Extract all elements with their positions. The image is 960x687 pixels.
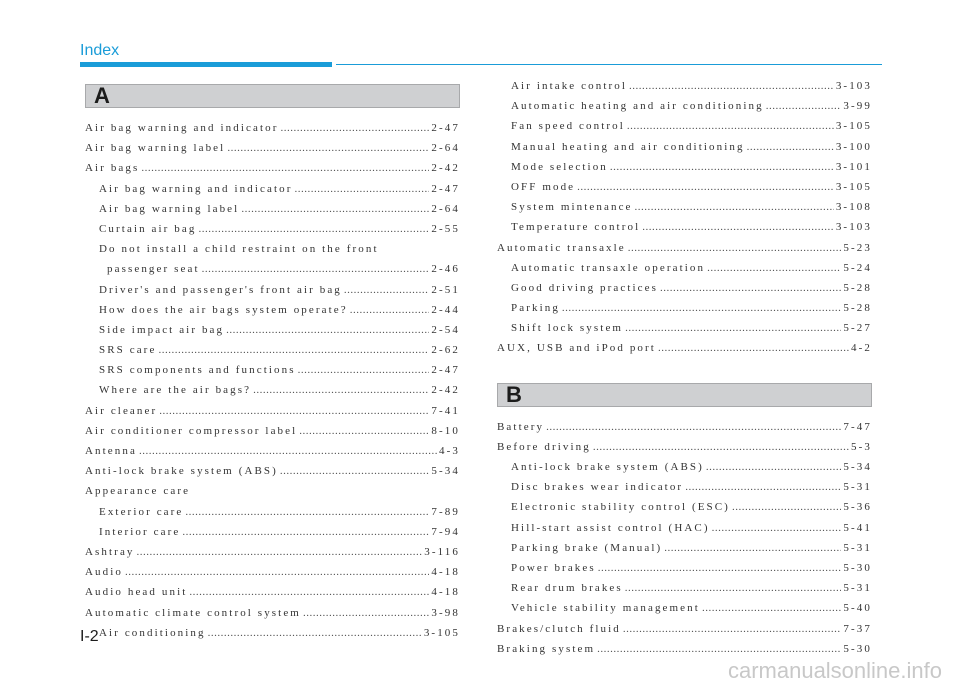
index-entry-page: 8-10 [431, 424, 460, 437]
index-entry-page: 7-47 [843, 420, 872, 433]
dot-leader [158, 344, 429, 356]
dot-leader [125, 566, 429, 578]
index-entry-text: Air cleaner [85, 404, 158, 417]
dot-leader [635, 201, 834, 213]
index-entry [85, 586, 460, 606]
dot-leader [189, 586, 429, 598]
dot-leader [623, 623, 842, 635]
index-entry [85, 284, 460, 304]
index-entry-page: 2-42 [431, 162, 460, 175]
dot-leader [208, 627, 422, 639]
index-entry [497, 582, 872, 602]
index-entry-page: 3-98 [431, 606, 460, 619]
index-entry-page: 2-46 [431, 263, 460, 276]
index-entry-text: Anti-lock brake system (ABS) [85, 465, 278, 478]
index-entry-page: 5-28 [843, 302, 872, 315]
index-entry [497, 100, 872, 120]
index-entry-page: 4-3 [439, 445, 460, 457]
dot-leader [598, 562, 842, 574]
dot-leader [202, 263, 430, 275]
index-entry-text: System mintenance [511, 201, 633, 214]
index-entry-page: 5-30 [843, 642, 872, 655]
index-entry [85, 122, 460, 142]
index-entry [497, 181, 872, 201]
index-entry [497, 161, 872, 181]
index-entry-page: 3-103 [835, 221, 872, 234]
index-entry-text: SRS care [99, 344, 157, 357]
index-entry [85, 324, 460, 344]
index-entry-text: Air bags [85, 162, 140, 175]
index-entry-text: Braking system [497, 642, 596, 655]
dot-leader [303, 607, 429, 619]
index-entry-page: 2-51 [431, 283, 460, 296]
index-entry [85, 546, 460, 566]
index-list-a [85, 122, 460, 647]
index-entry-text: Hill-start assist control (HAC) [511, 521, 710, 534]
index-entry-text: Automatic transaxle operation [511, 261, 706, 274]
dot-leader [137, 546, 423, 558]
index-entry [85, 364, 460, 384]
index-entry-page: 4-18 [431, 566, 460, 579]
index-entry-page: 3-101 [835, 160, 872, 173]
index-entry [497, 141, 872, 161]
dot-leader [280, 122, 429, 134]
index-entry [85, 425, 460, 445]
index-entry-page: 2-64 [431, 202, 460, 215]
dot-leader [658, 342, 849, 354]
dot-leader [298, 364, 430, 376]
dot-leader [642, 221, 834, 233]
index-entry-page: 5-40 [843, 602, 872, 615]
index-entry-text: Driver's and passenger's front air bag [99, 283, 342, 296]
index-entry-page: 4-18 [431, 586, 460, 599]
index-entry [85, 607, 460, 627]
index-entry-text: Parking [511, 302, 560, 315]
index-entry [497, 441, 872, 461]
index-entry-page: 5-31 [843, 582, 872, 595]
index-entry-text: How does the air bags system operate? [99, 303, 348, 316]
dot-leader [660, 282, 841, 294]
index-entry-page: 3-105 [835, 180, 872, 193]
index-entry-text: Air bag warning and indicator [99, 182, 293, 195]
index-entry-page: 5-23 [843, 241, 872, 254]
dot-leader [198, 223, 429, 235]
index-entry [85, 203, 460, 223]
index-entry-text: Battery [497, 420, 545, 433]
dot-leader [344, 284, 430, 296]
index-entry-text: Automatic climate control system [85, 606, 301, 619]
section-letter: B [506, 381, 522, 407]
index-entry-text: Anti-lock brake system (ABS) [511, 461, 704, 473]
index-entry-page: 7-37 [843, 622, 872, 635]
index-entry-page: 5-30 [843, 561, 872, 574]
index-entry-page: 2-47 [431, 182, 460, 195]
index-entry-text: Appearance care [85, 485, 191, 498]
index-entry-text: Side impact air bag [99, 323, 225, 336]
index-entry [497, 120, 872, 140]
dot-leader [593, 441, 849, 453]
index-list-a-cont [497, 80, 872, 363]
index-entry [497, 481, 872, 501]
watermark: carmanualsonline.info [727, 658, 942, 683]
dot-leader [625, 582, 842, 594]
index-entry-page: 7-41 [431, 404, 460, 417]
index-entry-page: 5-34 [431, 465, 460, 478]
page-header-title: Index [80, 42, 120, 59]
index-entry-text: Air intake control [511, 80, 627, 92]
index-entry [497, 522, 872, 542]
dot-leader [685, 481, 841, 493]
index-entry-page: 3-105 [835, 120, 872, 133]
index-entry-text: Air bag warning and indicator [85, 122, 279, 134]
index-entry-text: passenger seat [107, 263, 200, 276]
dot-leader [546, 421, 841, 433]
index-entry-page: 5-3 [851, 440, 872, 453]
dot-leader [182, 526, 429, 538]
dot-leader [610, 161, 834, 173]
index-entry [497, 201, 872, 221]
index-entry-text: Air conditioner compressor label [85, 424, 298, 437]
dot-leader [629, 80, 834, 92]
index-entry [497, 80, 872, 100]
index-entry-page: 5-41 [843, 521, 872, 534]
section-letter-b [497, 383, 872, 407]
index-entry-page: 5-31 [843, 481, 872, 494]
dot-leader [280, 465, 430, 477]
index-entry [85, 627, 460, 647]
index-entry-page: 4-2 [851, 342, 872, 355]
index-entry-text: Vehicle stability management [511, 602, 700, 615]
index-entry [497, 302, 872, 322]
index-entry-text: Electronic stability control (ESC) [511, 501, 730, 514]
dot-leader [159, 405, 429, 417]
index-entry-text: Parking brake (Manual) [511, 541, 663, 554]
dot-leader [702, 602, 841, 614]
index-entry [85, 263, 460, 283]
index-entry-page: 5-28 [843, 281, 872, 294]
index-entry-text: Interior care [99, 525, 181, 538]
index-entry-text: Automatic transaxle [497, 241, 626, 254]
index-entry [497, 623, 872, 643]
index-entry-text: Exterior care [99, 505, 184, 518]
dot-leader [350, 304, 430, 316]
index-entry [85, 465, 460, 485]
header-accent-bar [80, 62, 332, 67]
index-entry-page: 2-62 [431, 344, 460, 357]
dot-leader [732, 501, 841, 513]
index-entry-text: Brakes/clutch fluid [497, 622, 621, 635]
index-entry-text: Disc brakes wear indicator [511, 481, 684, 494]
index-entry [85, 304, 460, 324]
dot-leader [747, 141, 834, 153]
index-entry-text: OFF mode [511, 180, 576, 193]
index-entry-text: Ashtray [85, 545, 135, 558]
index-entry [497, 262, 872, 282]
dot-leader [139, 445, 437, 457]
index-entry-page: 3-105 [423, 626, 460, 639]
index-entry [85, 183, 460, 203]
right-column [497, 0, 872, 663]
index-entry-page: 7-89 [431, 505, 460, 518]
index-entry-text: AUX, USB and iPod port [497, 342, 656, 355]
index-entry-page: 2-64 [431, 142, 460, 155]
index-entry-text: SRS components and functions [99, 364, 296, 377]
index-entry-page: 5-27 [843, 322, 872, 335]
dot-leader [141, 162, 429, 174]
index-entry [497, 242, 872, 262]
dot-leader [299, 425, 429, 437]
section-letter: A [94, 83, 110, 108]
dot-leader [185, 506, 429, 518]
dot-leader [707, 262, 841, 274]
dot-leader [241, 203, 429, 215]
dot-leader [597, 643, 841, 655]
index-entry-text: Do not install a child restraint on the front [99, 243, 379, 256]
dot-leader [706, 461, 842, 473]
dot-leader [226, 324, 429, 336]
index-entry [497, 461, 872, 481]
index-entry-text: Automatic heating and air conditioning [511, 100, 764, 113]
dot-leader [227, 142, 429, 154]
index-entry-page: 3-103 [835, 80, 872, 92]
index-entry [85, 223, 460, 243]
index-entry [85, 344, 460, 364]
index-entry [497, 542, 872, 562]
dot-leader [562, 302, 842, 314]
index-entry-page: 3-108 [835, 201, 872, 214]
index-entry [497, 421, 872, 441]
index-entry-text: Power brakes [511, 561, 596, 574]
index-entry-text: Antenna [85, 445, 137, 457]
index-entry-text: Temperature control [511, 221, 641, 234]
index-entry [85, 142, 460, 162]
index-entry [497, 322, 872, 342]
index-list-b [497, 421, 872, 663]
index-entry [497, 602, 872, 622]
index-entry-page: 3-100 [835, 140, 872, 153]
index-entry-page: 2-54 [431, 323, 460, 336]
index-entry-text: Where are the air bags? [99, 384, 252, 397]
index-entry [497, 282, 872, 302]
index-entry-page: 7-94 [431, 525, 460, 538]
dot-leader [294, 183, 429, 195]
index-entry [85, 485, 460, 505]
index-entry-text: Audio head unit [85, 586, 188, 599]
page-number: I-2 [80, 628, 99, 645]
index-entry [85, 445, 460, 465]
index-entry-page: 2-47 [431, 364, 460, 377]
index-entry-page: 5-36 [843, 501, 872, 514]
index-entry [85, 506, 460, 526]
dot-leader [625, 322, 841, 334]
index-entry [85, 243, 460, 263]
dot-leader [766, 100, 842, 112]
index-entry-page: 5-31 [843, 541, 872, 554]
index-entry-page: 2-47 [431, 122, 460, 134]
index-entry-text: Shift lock system [511, 322, 624, 335]
left-column [85, 84, 460, 647]
index-entry-page: 2-55 [431, 222, 460, 235]
index-entry-text: Good driving practices [511, 281, 659, 294]
dot-leader [577, 181, 834, 193]
index-entry [497, 501, 872, 521]
index-entry [497, 562, 872, 582]
index-entry [85, 162, 460, 182]
index-entry-text: Curtain air bag [99, 222, 197, 235]
index-entry-text: Fan speed control [511, 120, 625, 133]
index-entry [85, 526, 460, 546]
index-entry-text: Air bag warning label [99, 202, 240, 215]
index-entry-text: Audio [85, 566, 123, 579]
index-entry-page: 3-116 [424, 545, 460, 558]
index-entry-page: 3-99 [843, 100, 872, 113]
dot-leader [664, 542, 841, 554]
index-entry-page: 2-42 [431, 384, 460, 397]
dot-leader [628, 242, 842, 254]
dot-leader [253, 384, 429, 396]
index-entry [497, 221, 872, 241]
index-entry-text: Before driving [497, 440, 591, 453]
dot-leader [627, 120, 834, 132]
index-entry [497, 342, 872, 362]
index-entry-text: Rear drum brakes [511, 582, 623, 595]
index-entry-page: 2-44 [431, 303, 460, 316]
index-entry-text: Mode selection [511, 160, 608, 173]
index-entry-text: Manual heating and air conditioning [511, 140, 745, 153]
index-entry-text: Air conditioning [99, 626, 206, 639]
index-entry-page: 5-34 [843, 461, 872, 473]
index-entry [85, 566, 460, 586]
index-entry [85, 405, 460, 425]
section-letter-a [85, 84, 460, 108]
index-entry [85, 384, 460, 404]
dot-leader [712, 522, 842, 534]
index-entry-text: Air bag warning label [85, 142, 226, 155]
index-entry-page: 5-24 [843, 261, 872, 274]
